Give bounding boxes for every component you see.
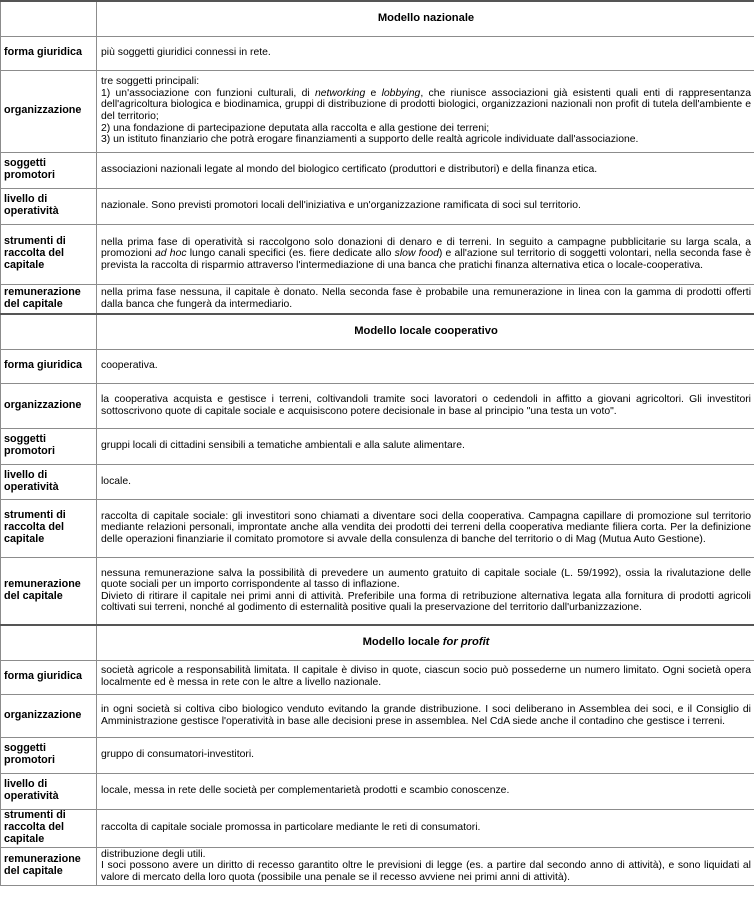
paragraph (101, 511, 751, 546)
text-run: , che riunisce associazioni già esistenti quali enti di rappresentanza dell'agricoltura biologica e biodinamica, gruppi di distribuzione di prodotti biologici, organizzazioni nazionali non profit di tutela dell'ambiente e del territorio; (101, 87, 751, 122)
paragraph (101, 822, 751, 834)
section-title (97, 1, 754, 36)
row-description (97, 773, 754, 809)
paragraph (101, 591, 751, 614)
text-run: in ogni società si coltiva cibo biologico venduto evitando la grande distribuzione. I soci deliberano in Assemblea dei soci, e il Consiglio di Amministrazione gestisce l'operatività in base alle decisioni prese in assemblea. Nel CdA siede anche il contadino che gestisce i terreni. (101, 703, 751, 727)
row-label-soggetti-promotori: soggetti promotori (1, 428, 97, 464)
paragraph (101, 476, 751, 488)
paragraph (101, 76, 751, 88)
text-run: ) e all'azione sul territorio di soggetti volontari, nella seconda fase è prevista la raccolta di risparmio attraverso l'intermediazione di una banca che pratichi finanza alternativa etica o locale-cooperativa. (101, 248, 752, 271)
table-row (1, 383, 754, 428)
table-row (1, 188, 754, 224)
text-run: Divieto di ritirare il capitale nei primi anni di attività. Preferibile una forma di retribuzione alternativa legata alla fornitura di prodotti agricoli coltivati sui terreni, nonché al godimento di esternalità positive quali la preservazione del territorio dall'urbanizzazione. (101, 590, 751, 614)
row-description (97, 152, 754, 188)
table-row (1, 660, 754, 694)
row-label-livello-di-operativit: livello di operatività (1, 464, 97, 499)
table-row (1, 36, 754, 70)
paragraph (101, 749, 751, 761)
row-description (97, 464, 754, 499)
italic-text: ad hoc (155, 248, 187, 260)
row-label-remunerazione-del-capitale: remunerazione del capitale (1, 284, 97, 314)
text-run: nessuna remunerazione salva la possibilità di prevedere un aumento gratuito di capitale sociale (L. 59/1992), ossia la rivalutazione delle quote sociali per un importo corrispondente al tasso di inflazione. (101, 567, 751, 591)
text-run: I soci possono avere un diritto di recesso garantito oltre le previsioni di legge (es. a partire dal secondo anno di attività), e sono liquidati al valore di mercato della loro quota (possibile una penale se il recesso avviene nei primi anni di attività). (101, 860, 751, 883)
text-run: nazionale. Sono previsti promotori locali dell'iniziativa e un'organizzazione ramificata di soci sul territorio. (101, 200, 581, 212)
table-row (1, 694, 754, 737)
italic-text: for profit (442, 635, 490, 648)
row-label-remunerazione-del-capitale: remunerazione del capitale (1, 847, 97, 885)
table-row (1, 428, 754, 464)
text-run: e (365, 87, 382, 99)
table-row (1, 499, 754, 557)
text-run: nella prima fase di operatività si raccolgono solo donazioni di denaro e di terreni. In seguito a campagne pubblicitarie su larga scala, a promozioni (101, 236, 751, 260)
row-label-strumenti-di-raccolta-del-capitale: strumenti di raccolta del capitale (1, 809, 97, 847)
text-run: distribuzione degli utili. (101, 848, 206, 860)
text-run: 1) un'associazione con funzioni culturali, di (101, 87, 315, 99)
italic-text: slow food (394, 248, 439, 260)
models-table-body (1, 1, 754, 885)
text-run: gruppo di consumatori-investitori. (101, 749, 255, 761)
text-run: la cooperativa acquista e gestisce i terreni, coltivandoli tramite soci lavoratori o cedendoli in affitto a giovani agricoltori. Gli investitori sottoscrivono quote di capitale sociale e acquisiscono potere decisionale in base al principio "una testa un voto". (101, 393, 751, 417)
section-header-row (1, 1, 754, 36)
section-header-row (1, 625, 754, 660)
row-label-soggetti-promotori: soggetti promotori (1, 737, 97, 773)
text-run: raccolta di capitale sociale: gli investitori sono chiamati a diventare soci della cooperativa. Campagna capillare di promozione sul territorio mediante relazioni personali, improntate anche alla vendita dei prodotti dei terreni della cooperativa mediante filiera corta. Per la definizione delle operazioni finanziarie il comitato promotore si avvale della consulenza di banche del territorio o di Mag (Mutua Auto Gestione). (101, 510, 751, 545)
text-run: 3) un istituto finanziario che potrà erogare finanziamenti a supporto delle realtà agricole individuate dall'associazione. (101, 134, 639, 146)
row-description (97, 224, 754, 284)
text-run: tre soggetti principali: (101, 76, 200, 88)
empty-cell (1, 625, 97, 660)
text-run: locale, messa in rete delle società per complementarietà prodotti e scambio conoscenze. (101, 785, 510, 797)
italic-text: lobbying (381, 87, 421, 99)
text-run: lungo canali specifici (es. fiere dedicate allo (186, 248, 395, 260)
empty-cell (1, 314, 97, 349)
paragraph (101, 665, 751, 688)
table-row (1, 557, 754, 625)
row-description (97, 737, 754, 773)
row-description (97, 660, 754, 694)
row-label-strumenti-di-raccolta-del-capitale: strumenti di raccolta del capitale (1, 499, 97, 557)
table-row (1, 809, 754, 847)
text-run: Modello locale (362, 635, 443, 648)
text-run: Modello nazionale (377, 11, 475, 24)
paragraph (101, 47, 751, 59)
text-run: locale. (101, 475, 132, 487)
row-label-livello-di-operativit: livello di operatività (1, 773, 97, 809)
paragraph (101, 237, 751, 272)
table-row (1, 349, 754, 383)
row-label-remunerazione-del-capitale: remunerazione del capitale (1, 557, 97, 625)
paragraph (101, 860, 751, 883)
text-run: associazioni nazionali legate al mondo del biologico certificato (produttori e distributori) e della finanza etica. (101, 164, 598, 176)
section-title (97, 314, 754, 349)
text-run: società agricole a responsabilità limitata. Il capitale è diviso in quote, ciascun socio può possederne un numero limitato. Ogni società opera localmente ed è messa in rete con le altre a livello nazionale. (101, 665, 751, 688)
row-description (97, 847, 754, 885)
row-description (97, 809, 754, 847)
paragraph (101, 440, 751, 452)
text-run: più soggetti giuridici connessi in rete. (101, 47, 271, 59)
row-label-organizzazione: organizzazione (1, 694, 97, 737)
paragraph (101, 88, 751, 123)
row-label-forma-giuridica: forma giuridica (1, 36, 97, 70)
row-description (97, 383, 754, 428)
paragraph (101, 287, 751, 310)
paragraph (101, 704, 751, 727)
paragraph (101, 134, 751, 146)
paragraph (101, 394, 751, 417)
italic-text: networking (314, 87, 366, 99)
row-description (97, 428, 754, 464)
paragraph (101, 200, 751, 212)
row-label-livello-di-operativit: livello di operatività (1, 188, 97, 224)
row-description (97, 36, 754, 70)
row-label-soggetti-promotori: soggetti promotori (1, 152, 97, 188)
paragraph (101, 568, 751, 591)
row-label-strumenti-di-raccolta-del-capitale: strumenti di raccolta del capitale (1, 224, 97, 284)
text-run: 2) una fondazione di partecipazione deputata alla raccolta e alla gestione dei terreni; (101, 122, 490, 134)
row-description (97, 349, 754, 383)
section-title (97, 625, 754, 660)
table-row (1, 284, 754, 314)
row-description (97, 557, 754, 625)
row-label-organizzazione: organizzazione (1, 383, 97, 428)
row-label-organizzazione: organizzazione (1, 70, 97, 152)
empty-cell (1, 1, 97, 36)
row-description (97, 284, 754, 314)
row-label-forma-giuridica: forma giuridica (1, 349, 97, 383)
paragraph (101, 123, 751, 135)
text-run: raccolta di capitale sociale promossa in particolare mediante le reti di consumatori. (101, 822, 481, 834)
text-run: nella prima fase nessuna, il capitale è donato. Nella seconda fase è probabile una remunerazione in linea con la gamma di prodotti offerti dalla banca che fungerà da intermediario. (101, 287, 751, 310)
table-row (1, 464, 754, 499)
row-description (97, 694, 754, 737)
text-run: Modello locale cooperativo (354, 324, 498, 337)
text-run: cooperativa. (101, 360, 158, 372)
table-row (1, 152, 754, 188)
text-run: gruppi locali di cittadini sensibili a tematiche ambientali e alla salute alimentare. (101, 440, 465, 452)
table-row (1, 773, 754, 809)
paragraph (101, 849, 751, 861)
row-description (97, 499, 754, 557)
paragraph (101, 360, 751, 372)
table-row (1, 70, 754, 152)
row-description (97, 70, 754, 152)
row-label-forma-giuridica: forma giuridica (1, 660, 97, 694)
table-row (1, 847, 754, 885)
table-row (1, 737, 754, 773)
row-description (97, 188, 754, 224)
paragraph (101, 164, 751, 176)
section-header-row (1, 314, 754, 349)
paragraph (101, 785, 751, 797)
table-row (1, 224, 754, 284)
